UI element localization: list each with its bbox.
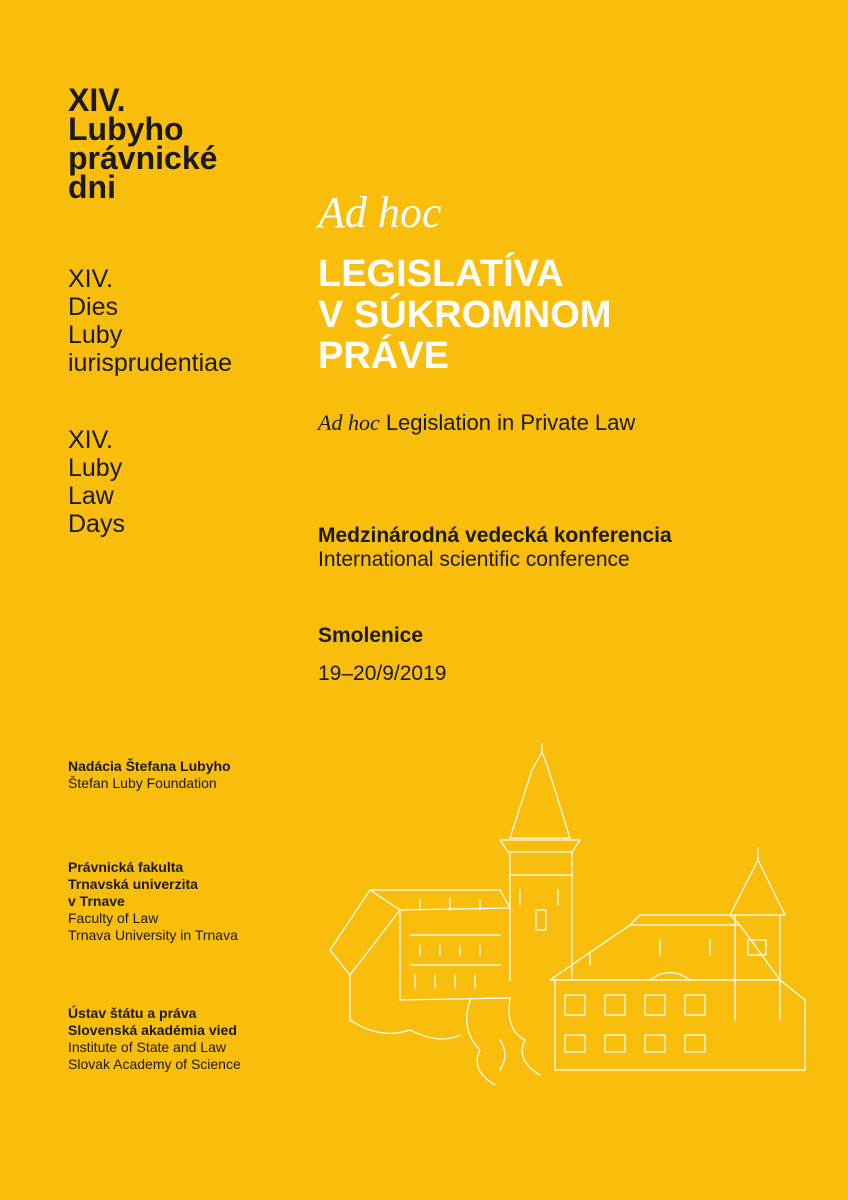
main-title-line: LEGISLATÍVA: [318, 253, 564, 295]
series-line: XIV.: [68, 265, 113, 293]
main-title-line: PRÁVE: [318, 335, 449, 377]
organizer-faculty: [68, 859, 238, 944]
conference-type-sk: Medzinárodná vedecká konferencia: [318, 524, 672, 547]
series-line: Luby: [68, 454, 123, 482]
series-line: Dies: [68, 293, 119, 321]
organizer-institute: [68, 1005, 241, 1073]
series-title-slovak: [68, 82, 218, 205]
main-title-line: V SÚKROMNOM: [318, 294, 612, 336]
subtitle: [318, 410, 635, 436]
series-line: XIV.: [68, 426, 113, 454]
organizer-name: v Trnave: [68, 893, 125, 909]
series-title-english: [68, 426, 125, 538]
series-line: XIV.: [68, 82, 126, 118]
series-line: Days: [68, 510, 125, 538]
organizer-name: Trnavská univerzita: [68, 876, 198, 892]
subtitle-italic: Ad hoc: [318, 410, 380, 435]
organizer-name: Právnická fakulta: [68, 859, 184, 875]
series-line: iurisprudentiae: [68, 349, 232, 377]
series-line: dni: [68, 169, 116, 205]
series-line: Luby: [68, 321, 123, 349]
organizer-name-en: Trnava University in Trnava: [68, 927, 238, 943]
series-line: právnické: [68, 140, 218, 176]
conference-type-en: International scientific conference: [318, 548, 630, 571]
organizer-name: Slovenská akadémia vied: [68, 1022, 237, 1038]
castle-illustration: [310, 740, 810, 1090]
organizer-name: Nadácia Štefana Lubyho: [68, 758, 231, 774]
series-title-latin: [68, 265, 232, 377]
organizer-foundation: [68, 758, 231, 792]
conference-date: 19–20/9/2019: [318, 662, 447, 685]
organizer-name-en: Slovak Academy of Science: [68, 1056, 241, 1072]
series-line: Law: [68, 482, 114, 510]
main-title: [318, 254, 611, 377]
organizer-name-en: Štefan Luby Foundation: [68, 775, 217, 791]
subtitle-text: Legislation in Private Law: [379, 410, 636, 435]
organizer-name-en: Institute of State and Law: [68, 1039, 226, 1055]
organizer-name: Ústav štátu a práva: [68, 1005, 197, 1021]
organizer-name-en: Faculty of Law: [68, 910, 159, 926]
title-adhoc: Ad hoc: [318, 188, 442, 237]
series-line: Lubyho: [68, 111, 184, 147]
conference-place: Smolenice: [318, 624, 424, 647]
